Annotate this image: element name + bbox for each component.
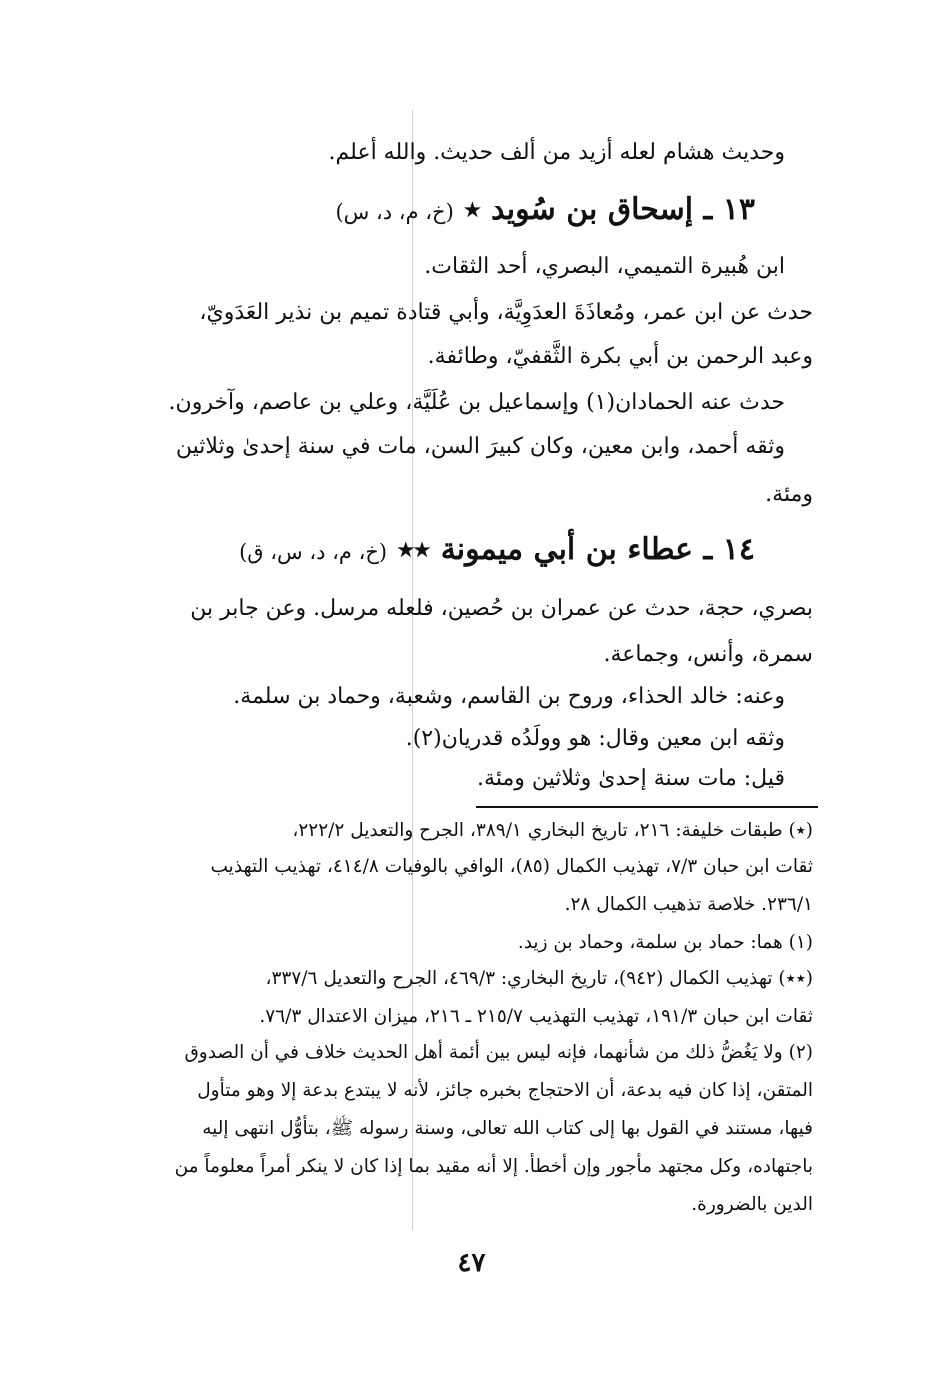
- entry-14-line: وثقه ابن معين وقال: هو وولَدُه قدريان(٢).: [405, 726, 785, 751]
- entry-13-line: ومئة.: [765, 482, 813, 507]
- entry-13-line: ابن هُبيرة التميمي، البصري، أحد الثقات.: [424, 254, 785, 279]
- entry-13-heading: [335, 190, 755, 232]
- entry-14-line: قيل: مات سنة إحدىٰ وثلاثين ومئة.: [477, 766, 785, 791]
- entry-14-codes: (خ، م، د، س، ق): [239, 540, 388, 564]
- entry-13-line: وعبد الرحمن بن أبي بكرة الثَّقفيّ، وطائفة.: [427, 344, 813, 369]
- entry-14-line: بصري، حجة، حدث عن عمران بن حُصين، فلعله مرسل. وعن جابر بن: [190, 596, 813, 621]
- entry-14-line: سمرة، وأنس، وجماعة.: [603, 642, 813, 667]
- intro-line: وحديث هشام لعله أزيد من ألف حديث. والله أعلم.: [328, 140, 785, 165]
- footnote-line: فيها، مستند في القول بها إلى كتاب الله تعالى، وسنة رسوله ﷺ، بتأوُّل انتهى إليه: [202, 1118, 813, 1139]
- entry-13-line: حدث عن ابن عمر، ومُعاذَةَ العدَوِيَّة، وأبي قتادة تميم بن نذير العَدَويّ،: [199, 300, 813, 325]
- footnote-line: (٭) طبقات خليفة: ٢١٦، تاريخ البخاري ٣٨٩/١، الجرح والتعديل ٢٢٢/٢،: [292, 820, 813, 841]
- footnote-line: (٢) ولا يَغُضُّ ذلك من شأنهما، فإنه ليس بين أئمة أهل الحديث خلاف في أن الصدوق: [184, 1042, 813, 1063]
- footnote-line: (١) هما: حماد بن سلمة، وحماد بن زيد.: [517, 932, 813, 953]
- footnote-line: باجتهاده، وكل مجتهد مأجور وإن أخطأ. إلا أنه مقيد بما إذا كان لا ينكر أمراً معلوماً من: [174, 1156, 813, 1177]
- entry-13-line: وثقه أحمد، وابن معين، وكان كبيرَ السن، مات في سنة إحدىٰ وثلاثين: [175, 434, 785, 459]
- entry-14-title: ١٤ ـ عطاء بن أبي ميمونة ٭٭: [397, 532, 755, 567]
- entry-13-title: ١٣ ـ إسحاق بن سُويد ٭: [464, 192, 755, 227]
- entry-13-codes: (خ، م، د، س): [335, 200, 454, 224]
- entry-13-line: حدث عنه الحمادان(١) وإسماعيل بن عُلَيَّة، وعلي بن عاصم، وآخرون.: [168, 390, 785, 415]
- entry-14-line: وعنه: خالد الحذاء، وروح بن القاسم، وشعبة، وحماد بن سلمة.: [233, 684, 785, 709]
- footnote-line: ثقات ابن حبان ٧/٣، تهذيب الكمال (٨٥)، الوافي بالوفيات ٤١٤/٨، تهذيب التهذيب: [210, 856, 813, 877]
- page-number: ٤٧: [457, 1248, 486, 1278]
- footnote-line: ٢٣٦/١. خلاصة تذهيب الكمال ٢٨.: [564, 894, 813, 915]
- footnote-line: الدين بالضرورة.: [691, 1194, 813, 1215]
- entry-14-heading: [239, 530, 755, 572]
- footnote-line: المتقن، إذا كان فيه بدعة، أن الاحتجاج بخبره جائز، لأنه لا يبتدع بدعة إلا وهو متأول: [197, 1080, 813, 1101]
- footnote-separator: [476, 806, 818, 808]
- footnote-line: ثقات ابن حبان ١٩١/٣، تهذيب التهذيب ٢١٥/٧ ـ ٢١٦، ميزان الاعتدال ٧٦/٣.: [259, 1006, 813, 1027]
- footnote-line: (٭٭) تهذيب الكمال (٩٤٢)، تاريخ البخاري: ٤٦٩/٣، الجرح والتعديل ٣٣٧/٦،: [265, 968, 813, 989]
